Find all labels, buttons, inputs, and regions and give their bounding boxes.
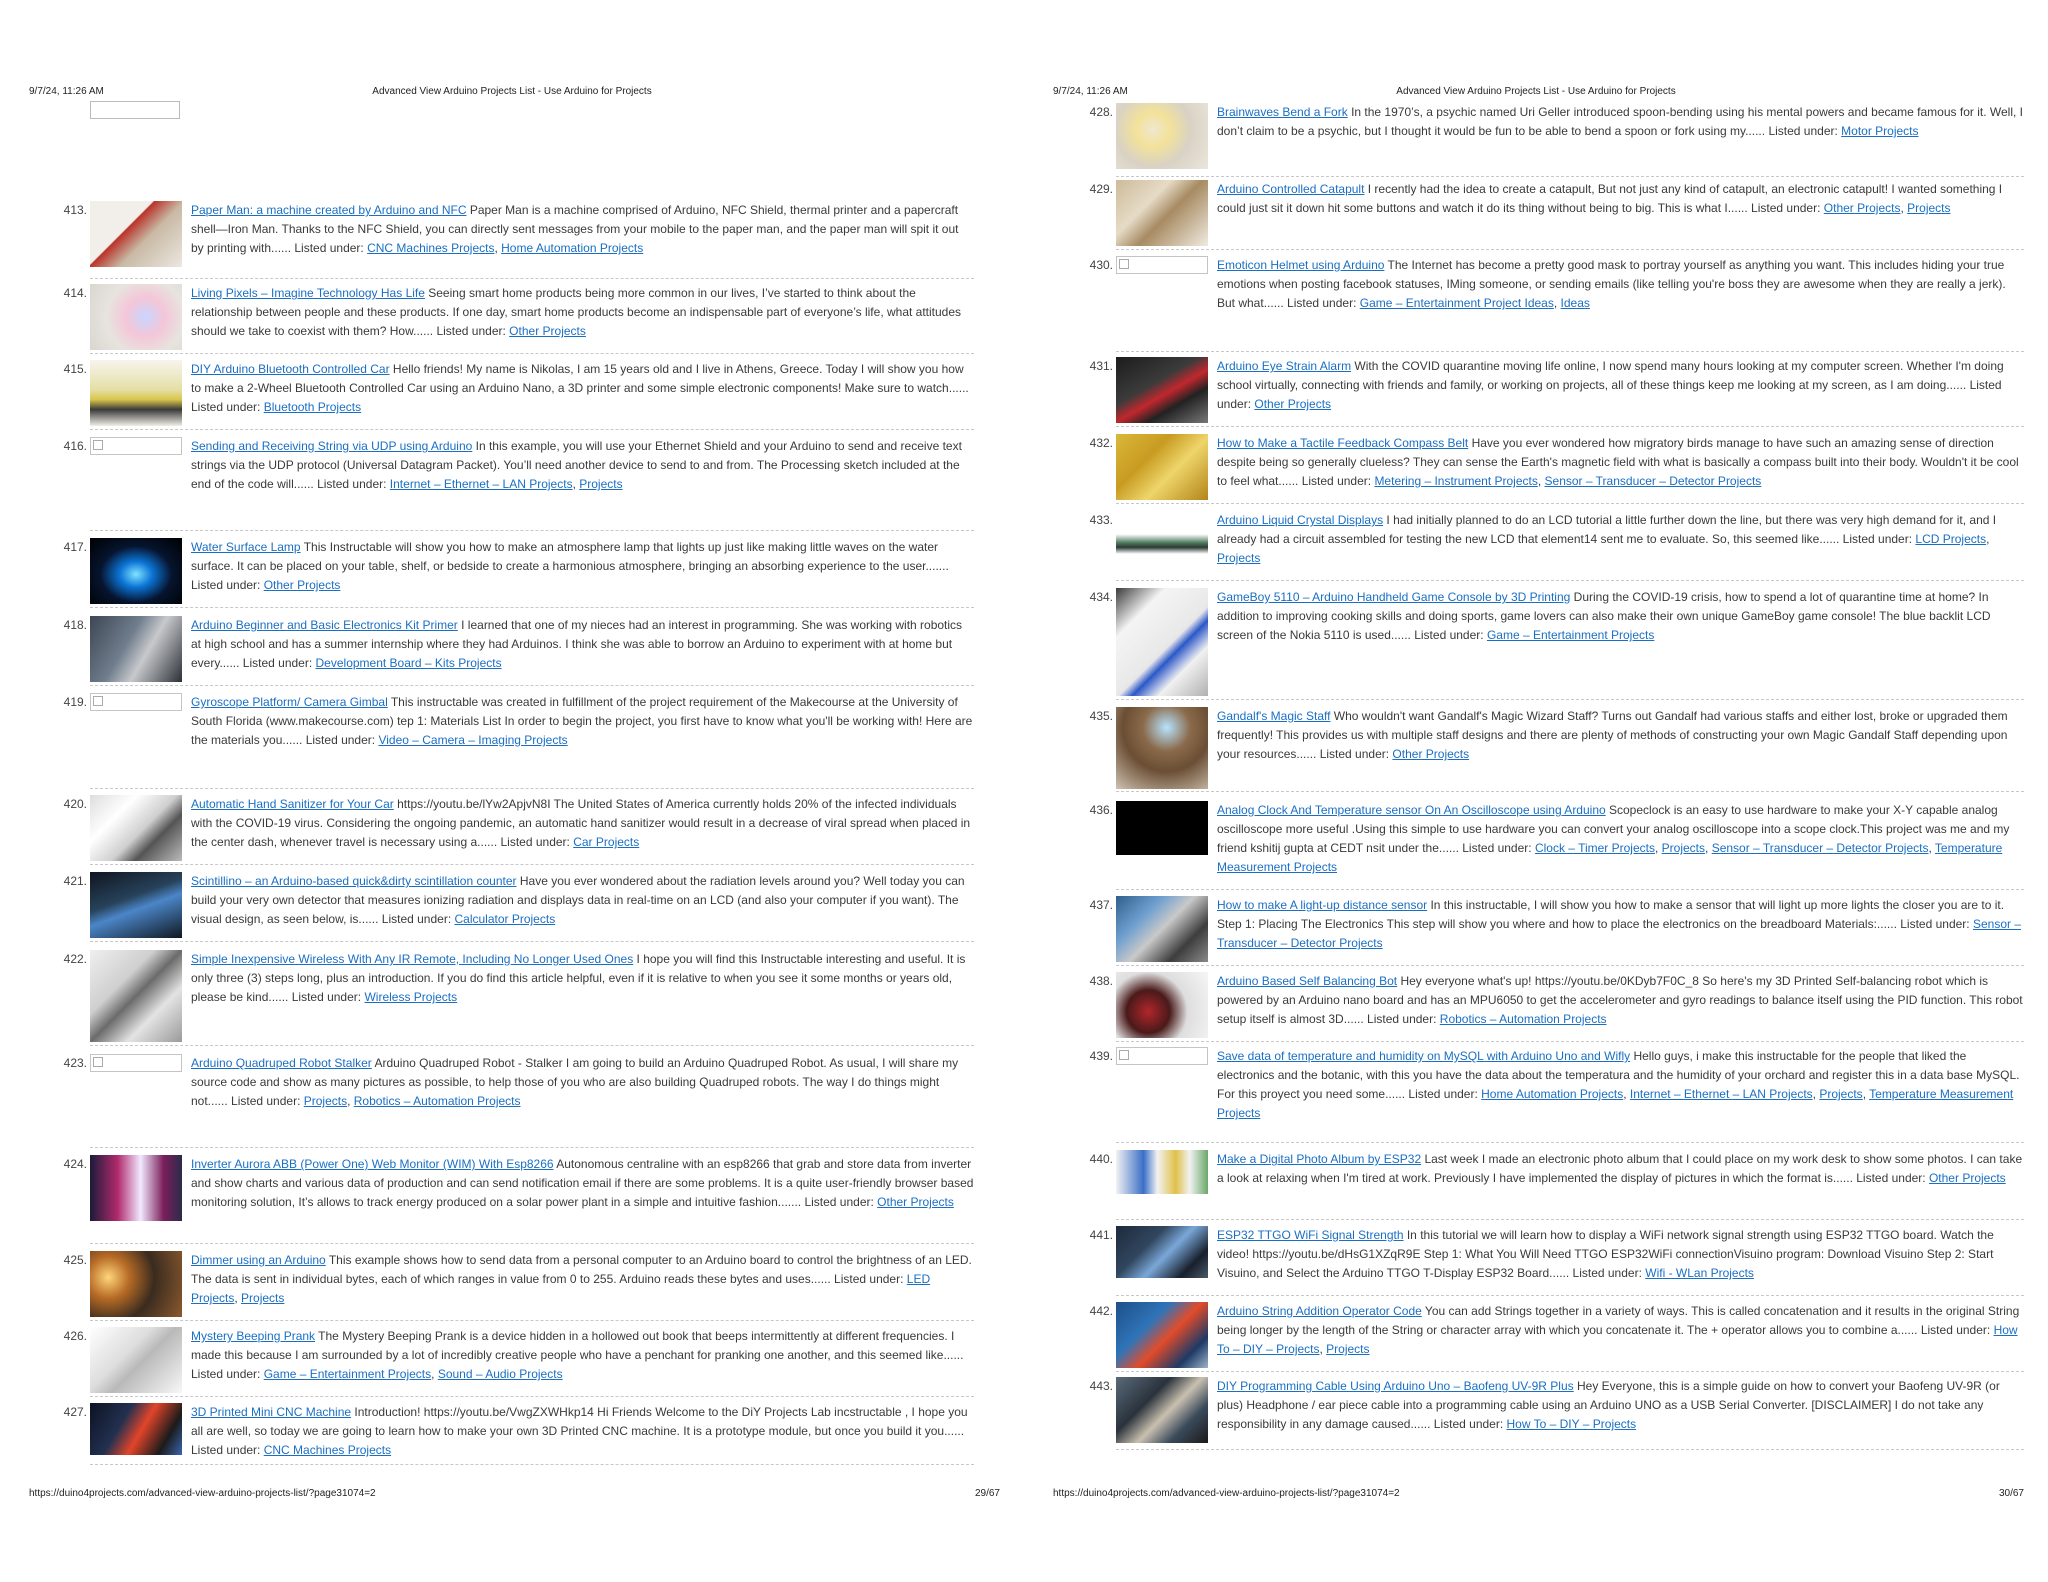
project-title-link[interactable]: DIY Programming Cable Using Arduino Uno – Baofeng UV-9R Plus [1217,1379,1574,1393]
item-text: Emoticon Helmet using Arduino The Internet has become a pretty good mask to portray yourself as anything you want. This includes hiding your true emotions when posting facebook statuses, IMing someone, or sending emails (like telling you're boss they are awesome when they are really a jerk). But what...... Listed under: Game – Entertainment Project Ideas, Ideas [1217,258,2006,310]
list-item [63,693,974,789]
project-title-link[interactable]: Arduino Beginner and Basic Electronics Kit Primer [191,618,458,632]
project-thumbnail[interactable] [1116,180,1208,246]
project-title-link[interactable]: ESP32 TTGO WiFi Signal Strength [1217,1228,1404,1242]
category-link[interactable]: Temperature Measurement Projects [1217,1087,2014,1120]
item-text: Arduino Quadruped Robot Stalker Arduino Quadruped Robot - Stalker I am going to build an Arduino Quadruped Robot. As usual, I will share my source code and show as many pictures as possible, to help those of you who are also building Quadruped robots. The way I do things might not...... Listed under: Projects, Robotics – Automation Projects [191,1056,959,1108]
category-link[interactable]: CNC Machines Projects [263,1443,392,1457]
item-text: ESP32 TTGO WiFi Signal Strength In this tutorial we will learn how to display a WiFi network signal strength using ESP32 TTGO board. Watch the video! https://youtu.be/dHsG1XZqR9E Step 1: What You Will Need TTGO ESP32WiFi connectionVisuino program: Download Visuino Step 2: Start Visuino, and Select the Arduino TTGO T-Display ESP32 Board...... Listed under: Wifi - WLan Projects [1217,1228,1994,1280]
project-title-link[interactable]: Inverter Aurora ABB (Power One) Web Monitor (WIM) With Esp8266 [191,1157,554,1171]
category-link[interactable]: Other Projects [1392,747,1470,761]
list-item [63,1403,974,1465]
project-title-link[interactable]: Gyroscope Platform/ Camera Gimbal [191,695,388,709]
item-number: 429. [1089,182,1113,196]
item-text: Arduino String Addition Operator Code You can add Strings together in a variety of ways. This is called concatenation and it results in the original String being longer by the length of the String or character array with which you concatenate it. The + operator allows you to combine a...... Listed under: How To – DIY – Projects, Projects [1217,1304,2020,1356]
broken-image-icon[interactable] [1116,256,1208,274]
list-item [63,538,974,608]
broken-image-icon[interactable] [1116,1047,1208,1065]
broken-image-icon[interactable] [90,693,182,711]
list-item [1089,896,2024,966]
category-link[interactable]: Projects [579,477,623,491]
item-number: 431. [1089,359,1113,373]
project-thumbnail[interactable] [90,616,182,682]
item-number: 423. [63,1056,87,1070]
project-title-link[interactable]: Save data of temperature and humidity on MySQL with Arduino Uno and Wifly [1217,1049,1631,1063]
footer-url: https://duino4projects.com/advanced-view-arduino-projects-list/?page31074=2 [1053,1488,1400,1499]
project-title-link[interactable]: Gandalf's Magic Staff [1217,709,1331,723]
list-item [1089,1047,2024,1143]
project-title-link[interactable]: How to Make a Tactile Feedback Compass Belt [1217,436,1469,450]
project-title-link[interactable]: Living Pixels – Imagine Technology Has Life [191,286,425,300]
item-number: 417. [63,540,87,554]
category-link[interactable]: Robotics – Automation Projects [353,1094,521,1108]
item-text: Simple Inexpensive Wireless With Any IR Remote, Including No Longer Used Ones I hope you will find this Instructable interesting and useful. It is only three (3) steps long, plus an introduction. If you do find this article helpful, even if it is relative to when you see it some months or years old, please be kind...... Listed under: Wireless Projects [191,952,966,1004]
item-text: Dimmer using an Arduino This example shows how to send data from a personal computer to an Arduino board to control the brightness of an LED. The data is sent in individual bytes, each of which ranges in value from 0 to 255. Arduino reads these bytes and uses...... Listed under: LED Projects, Projects [191,1253,972,1305]
category-link[interactable]: Projects [1907,201,1951,215]
list-item [63,360,974,430]
project-title-link[interactable]: GameBoy 5110 – Arduino Handheld Game Console by 3D Printing [1217,590,1571,604]
list-item [63,1327,974,1397]
category-link[interactable]: How To – DIY – Projects [1217,1323,2018,1356]
project-title-link[interactable]: Water Surface Lamp [191,540,301,554]
project-thumbnail[interactable] [1116,707,1208,789]
item-text: Arduino Based Self Balancing Bot Hey everyone what's up! https://youtu.be/0KDyb7F0C_8 So here's my 3D Printed Self-balancing robot which is powered by an Arduino nano board and has an MPU6050 to get the accelerometer and gyro readings to balance itself using the PID function. This robot setup itself is almost 3D...... Listed under: Robotics – Automation Projects [1217,974,2023,1026]
project-thumbnail[interactable] [1116,1150,1208,1194]
list-item [1089,256,2024,352]
project-thumbnail[interactable] [1116,103,1208,169]
category-link[interactable]: Metering – Instrument Projects [1374,474,1538,488]
header-title: Advanced View Arduino Projects List - Use Arduino for Projects [1396,86,1676,97]
item-number: 427. [63,1405,87,1419]
list-item [63,201,974,279]
list-item [63,1251,974,1321]
category-link[interactable]: Bluetooth Projects [263,400,362,414]
category-link[interactable]: Video – Camera – Imaging Projects [378,733,568,747]
item-text: DIY Arduino Bluetooth Controlled Car Hello friends! My name is Nikolas, I am 15 years old and I live in Athens, Greece. Today I will show you how to make a 2-Wheel Bluetooth Controlled Car using an Arduino Nano, a 3D printer and some simple electronic components! Make sure to watch...... Listed under: Bluetooth Projects [191,362,969,414]
item-number: 425. [63,1253,87,1267]
item-number: 419. [63,695,87,709]
item-text: Arduino Eye Strain Alarm With the COVID quarantine moving life online, I now spend many hours looking at my computer screen. Whether I'm doing school virtually, connecting with friends and family, or working on projects, all of these things keep me looking at my screen, as I am doing...... Listed under: Other Projects [1217,359,2004,411]
item-text: Sending and Receiving String via UDP using Arduino In this example, you will use your Ethernet Shield and your Arduino to send and receive text strings via the UDP protocol (Universal Datagram Packet). You’ll need another device to send to and from. The Processing sketch included at the end of the code will...... Listed under: Internet – Ethernet – LAN Projects, Projects [191,439,962,491]
project-title-link[interactable]: Dimmer using an Arduino [191,1253,326,1267]
project-thumbnail[interactable] [1116,511,1208,577]
list-item [1089,588,2024,700]
list-item [1089,1150,2024,1220]
project-title-link[interactable]: Automatic Hand Sanitizer for Your Car [191,797,394,811]
category-link[interactable]: Game – Entertainment Project Ideas [1359,296,1554,310]
category-link[interactable]: LCD Projects [1915,532,1987,546]
item-number: 426. [63,1329,87,1343]
list-item [63,1054,974,1148]
list-item [63,950,974,1046]
item-number: 416. [63,439,87,453]
category-link[interactable]: Projects [1326,1342,1370,1356]
project-title-link[interactable]: Analog Clock And Temperature sensor On An Oscilloscope using Arduino [1217,803,1606,817]
category-link[interactable]: Home Automation Projects [1481,1087,1624,1101]
project-title-link[interactable]: Arduino Eye Strain Alarm [1217,359,1352,373]
project-thumbnail[interactable] [1116,1226,1208,1278]
project-title-link[interactable]: Arduino Quadruped Robot Stalker [191,1056,372,1070]
item-text: Scintillino – an Arduino-based quick&dirty scintillation counter Have you ever wondered about the radiation levels around you? Well today you can build your very own detector that measures ionizing radiation and displays data in real-time on an LCD (and also your computer if you want). The visual design, as seen below, is...... Listed under: Calculator Projects [191,874,965,926]
item-number: 415. [63,362,87,376]
project-thumbnail[interactable] [90,1403,182,1455]
item-number: 420. [63,797,87,811]
project-thumbnail[interactable] [1116,801,1208,855]
category-link[interactable]: Projects [1819,1087,1863,1101]
item-text: Save data of temperature and humidity on MySQL with Arduino Uno and Wifly Hello guys, i make this instructable for the people that liked the electronics and the botanic, with this you have the data about the temperatura and the humidity of your orchard and register this in a data base MySQL. For this proyect you need some...... Listed under: Home Automation Projects, Internet – Ethernet – LAN Projects, Projects, Temperature Measurement Projects [1217,1049,2020,1120]
project-thumbnail[interactable] [90,1327,182,1393]
list-item [63,795,974,865]
item-number: 435. [1089,709,1113,723]
item-number: 433. [1089,513,1113,527]
item-text: Gyroscope Platform/ Camera Gimbal This instructable was created in fulfillment of the project requirement of the Makecourse at the University of South Florida (www.makecourse.com) tep 1: Materials List In order to begin the project, you first have to know what you'll be working with! Here are the materials you...... Listed under: Video – Camera – Imaging Projects [191,695,973,747]
category-link[interactable]: How To – DIY – Projects [1506,1417,1637,1431]
category-link[interactable]: Home Automation Projects [501,241,644,255]
item-text: Make a Digital Photo Album by ESP32 Last week I made an electronic photo album that I could place on my work desk to show some photos. I can take a look at relaxing when I'm tired at work. Previously I have implemented the display of pictures in which the format is...... Listed under: Other Projects [1217,1152,2023,1185]
list-item [63,1155,974,1244]
page-number: 29/67 [974,1488,1000,1499]
category-link[interactable]: Other Projects [1823,201,1901,215]
page-number: 30/67 [1998,1488,2024,1499]
project-thumbnail[interactable] [1116,896,1208,962]
project-title-link[interactable]: Arduino String Addition Operator Code [1217,1304,1422,1318]
item-number: 424. [63,1157,87,1171]
item-text: Arduino Controlled Catapult I recently had the idea to create a catapult, But not just any kind of catapult, an electronic catapult! I wanted something I could just sit it down hit some buttons and watch it do its thing without being to big. This is what I...... Listed under: Other Projects, Projects [1217,182,2003,215]
project-title-link[interactable]: Paper Man: a machine created by Arduino and NFC [191,203,467,217]
item-number: 437. [1089,898,1113,912]
project-thumbnail[interactable] [1116,357,1208,423]
list-item [1089,707,2024,792]
item-text: DIY Programming Cable Using Arduino Uno – Baofeng UV-9R Plus Hey Everyone, this is a simple guide on how to convert your Baofeng UV-9R (or plus) Headphone / ear piece cable into a programming cable using an Arduino UNO as a USB Serial Converter. [DISCLAIMER] I do not take any responsibility in any damage caused...... Listed under: How To – DIY – Projects [1217,1379,2000,1431]
item-number: 441. [1089,1228,1113,1242]
item-number: 436. [1089,803,1113,817]
footer-url: https://duino4projects.com/advanced-view-arduino-projects-list/?page31074=2 [29,1488,376,1499]
category-link[interactable]: Sensor – Transducer – Detector Projects [1544,474,1762,488]
category-link[interactable]: Robotics – Automation Projects [1439,1012,1607,1026]
project-title-link[interactable]: Sending and Receiving String via UDP using Arduino [191,439,473,453]
category-link[interactable]: Clock – Timer Projects [1534,841,1655,855]
item-text: GameBoy 5110 – Arduino Handheld Game Console by 3D Printing During the COVID-19 crisis, how to spend a lot of quarantine time at home? In addition to improving cooking skills and doing sports, game lovers can also make their own unique GameBoy game console! The blue backlit LCD screen of the Nokia 5110 is used...... Listed under: Game – Entertainment Projects [1217,590,1991,642]
item-number: 432. [1089,436,1113,450]
category-link[interactable]: Sensor – Transducer – Detector Projects [1711,841,1929,855]
project-thumbnail[interactable] [1116,1302,1208,1368]
list-item [1089,511,2024,581]
item-number: 443. [1089,1379,1113,1393]
item-number: 430. [1089,258,1113,272]
category-link[interactable]: CNC Machines Projects [367,241,495,255]
item-number: 442. [1089,1304,1113,1318]
category-link[interactable]: Other Projects [1254,397,1332,411]
category-link[interactable]: Other Projects [263,578,341,592]
project-thumbnail[interactable] [90,284,182,350]
broken-image-icon[interactable] [90,1054,182,1072]
item-text: How to Make a Tactile Feedback Compass Belt Have you ever wondered how migratory birds manage to have such an amazing sense of direction despite being so generally clueless? They can sense the Earth's magnetic field with what is basically a compass built into their body. Wouldn't it be cool to feel what...... Listed under: Metering – Instrument Projects, Sensor – Transducer – Detector Projects [1217,436,2019,488]
item-number: 418. [63,618,87,632]
project-title-link[interactable]: Arduino Liquid Crystal Displays [1217,513,1384,527]
project-thumbnail[interactable] [90,795,182,861]
project-thumbnail[interactable] [1116,1377,1208,1443]
project-thumbnail[interactable] [90,1155,182,1221]
list-item [63,284,974,354]
list-item [1089,1377,2024,1450]
item-number: 413. [63,203,87,217]
project-title-link[interactable]: Make a Digital Photo Album by ESP32 [1217,1152,1422,1166]
project-title-link[interactable]: Arduino Controlled Catapult [1217,182,1365,196]
list-item [63,437,974,531]
broken-image-icon[interactable] [90,437,182,455]
list-item [63,872,974,942]
project-thumbnail[interactable] [1116,972,1208,1038]
project-title-link[interactable]: Emoticon Helmet using Arduino [1217,258,1385,272]
project-title-link[interactable]: Scintillino – an Arduino-based quick&dirty scintillation counter [191,874,517,888]
item-text: Water Surface Lamp This Instructable will show you how to make an atmosphere lamp that lights up just like making little waves on the water surface. It can be placed on your table, shelf, or bedside to create a harmonious atmosphere, bringing an absorbing experience to the user....... Listed under: Other Projects [191,540,949,592]
list-item [63,616,974,686]
category-link[interactable]: Other Projects [877,1195,954,1209]
category-link[interactable]: Projects [1217,551,1261,565]
project-title-link[interactable]: Arduino Based Self Balancing Bot [1217,974,1398,988]
category-link[interactable]: Wifi - WLan Projects [1645,1266,1754,1280]
category-link[interactable]: Game – Entertainment Projects [1486,628,1655,642]
item-text: Analog Clock And Temperature sensor On An Oscilloscope using Arduino Scopeclock is an easy to use hardware to make your X-Y capable analog oscilloscope more useful .Using this simple to use hardware you can convert your analog oscilloscope into a scope clock.This project was me and my friend kshitij gupta at CEDT nsit under the...... Listed under: Clock – Timer Projects, Projects, Sensor – Transducer – Detector Projects, Temperature Measurement Projects [1217,803,2010,874]
item-text: How to make A light-up distance sensor In this instructable, I will show you how to make a sensor that will light up more lights the closer you are to it. Step 1: Placing The Electronics This step will show you where and how to place the electronics on the breadboard Materials:...... Listed under: Sensor – Transducer – Detector Projects [1217,898,2022,950]
project-thumbnail[interactable] [90,872,182,938]
item-number: 428. [1089,105,1113,119]
category-link[interactable]: Projects [303,1094,348,1108]
list-item [1089,434,2024,504]
project-title-link[interactable]: 3D Printed Mini CNC Machine [191,1405,352,1419]
list-item [1089,972,2024,1042]
project-title-link[interactable]: DIY Arduino Bluetooth Controlled Car [191,362,390,376]
broken-image-icon [90,101,180,119]
list-item [1089,180,2024,250]
list-item [1089,1302,2024,1372]
category-link[interactable]: Ideas [1560,296,1590,310]
header-date: 9/7/24, 11:26 AM [1053,86,1128,97]
item-text: Paper Man: a machine created by Arduino and NFC Paper Man is a machine comprised of Arduino, NFC Shield, thermal printer and a papercraft shell—Iron Man. Thanks to the NFC Shield, you can directly sent messages from your mobile to the paper man, and the paper man will spit it out by printing with...... Listed under: CNC Machines Projects, Home Automation Projects [191,203,959,255]
item-text: Arduino Liquid Crystal Displays I had initially planned to do an LCD tutorial a little further down the line, but there was very high demand for it, and I already had a circuit assembled for testing the new LCD that element14 sent me to evaluate. So, this seemed like...... Listed under: LCD Projects, Projects [1217,513,1997,565]
list-item [1089,801,2024,890]
header-date: 9/7/24, 11:26 AM [29,86,104,97]
category-link[interactable]: Wireless Projects [364,990,458,1004]
category-link[interactable]: Motor Projects [1841,124,1919,138]
project-thumbnail[interactable] [1116,588,1208,696]
category-link[interactable]: Sensor – Transducer – Detector Projects [1217,917,2022,950]
project-thumbnail[interactable] [90,201,182,267]
category-link[interactable]: Car Projects [573,835,640,849]
header-title: Advanced View Arduino Projects List - Use Arduino for Projects [372,86,652,97]
project-title-link[interactable]: How to make A light-up distance sensor [1217,898,1428,912]
item-text: Living Pixels – Imagine Technology Has Life Seeing smart home products being more common in our lives, I’ve started to think about the relationship between people and these products. If one day, smart home products become an indispensable part of everyone’s life, what attitudes should we take to coexist with them? How...... Listed under: Other Projects [191,286,962,338]
item-text: Inverter Aurora ABB (Power One) Web Monitor (WIM) With Esp8266 Autonomous centraline with an esp8266 that grab and store data from inverter and show charts and various data of production and can send notification email if there are some problems. It is a quite user-friendly browser based monitoring solution, It’s allows to track energy produced on a solar power plant in a simple and intuitive fashion....... Listed under: Other Projects [191,1157,974,1209]
item-number: 422. [63,952,87,966]
category-link[interactable]: Projects [1661,841,1706,855]
item-text: Gandalf's Magic Staff Who wouldn't want Gandalf's Magic Wizard Staff? Turns out Gandalf had various staffs and either lost, broke or upgraded them frequently! This provides us with multiple staff designs and there are plenty of methods of constructing your own Magic Gandalf Staff depending upon your resources...... Listed under: Other Projects [1217,709,2008,761]
category-link[interactable]: Internet – Ethernet – LAN Projects [389,477,573,491]
item-text: Mystery Beeping Prank The Mystery Beeping Prank is a device hidden in a hollowed out book that beeps intermittently at different frequencies. I made this because I am surrounded by a lot of incredibly creative people who have a penchant for pranking one another, and this seemed like...... Listed under: Game – Entertainment Projects, Sound – Audio Projects [191,1329,964,1381]
item-number: 414. [63,286,87,300]
category-link[interactable]: Development Board – Kits Projects [315,656,502,670]
project-thumbnail[interactable] [90,950,182,1042]
category-link[interactable]: LED Projects [191,1272,931,1305]
list-item [1089,1226,2024,1296]
category-link[interactable]: Internet – Ethernet – LAN Projects [1629,1087,1813,1101]
category-link[interactable]: Other Projects [509,324,586,338]
item-number: 421. [63,874,87,888]
project-title-link[interactable]: Simple Inexpensive Wireless With Any IR Remote, Including No Longer Used Ones [191,952,634,966]
item-number: 438. [1089,974,1113,988]
item-text: Arduino Beginner and Basic Electronics Kit Primer I learned that one of my nieces had an interest in programming. She was working with robotics at high school and has a summer internship where they had Arduinos. I think she was able to borrow an Arduino to experiment with at home but every...... Listed under: Development Board – Kits Projects [191,618,963,670]
category-link[interactable]: Sound – Audio Projects [437,1367,563,1381]
category-link[interactable]: Projects [241,1291,285,1305]
item-number: 439. [1089,1049,1113,1063]
item-text: Brainwaves Bend a Fork In the 1970’s, a psychic named Uri Geller introduced spoon-bending using his mental powers and became famous for it. Well, I don’t claim to be a psychic, but I thought it would be fun to be able to bend a spoon or fork using my...... Listed under: Motor Projects [1217,105,2023,138]
page-30 [1024,0,2048,1582]
project-thumbnail[interactable] [90,538,182,604]
list-item [1089,357,2024,427]
project-thumbnail[interactable] [90,1251,182,1317]
item-text: 3D Printed Mini CNC Machine Introduction! https://youtu.be/VwgZXWHkp14 Hi Friends Welcome to the DiY Projects Lab incstructable , I hope you all are well, so today we are going to learn how to make your own 3D Printed CNC machine. It is a prototype module, but once you build it you...... Listed under: CNC Machines Projects [191,1405,968,1457]
project-thumbnail[interactable] [1116,434,1208,500]
project-title-link[interactable]: Mystery Beeping Prank [191,1329,316,1343]
item-number: 434. [1089,590,1113,604]
category-link[interactable]: Calculator Projects [454,912,556,926]
project-thumbnail[interactable] [90,360,182,426]
project-title-link[interactable]: Brainwaves Bend a Fork [1217,105,1348,119]
category-link[interactable]: Temperature Measurement Projects [1217,841,2003,874]
item-number: 440. [1089,1152,1113,1166]
category-link[interactable]: Game – Entertainment Projects [263,1367,432,1381]
list-item [1089,103,2024,177]
category-link[interactable]: Other Projects [1928,1171,2006,1185]
item-text: Automatic Hand Sanitizer for Your Car https://youtu.be/lYw2ApjvN8I The United States of America currently holds 20% of the infected individuals with the COVID-19 virus. Considering the ongoing pandemic, an automatic hand sanitizer would result in a decrease of viral spread when placed in the center dash, whenever travel is necessary using a...... Listed under: Car Projects [191,797,971,849]
